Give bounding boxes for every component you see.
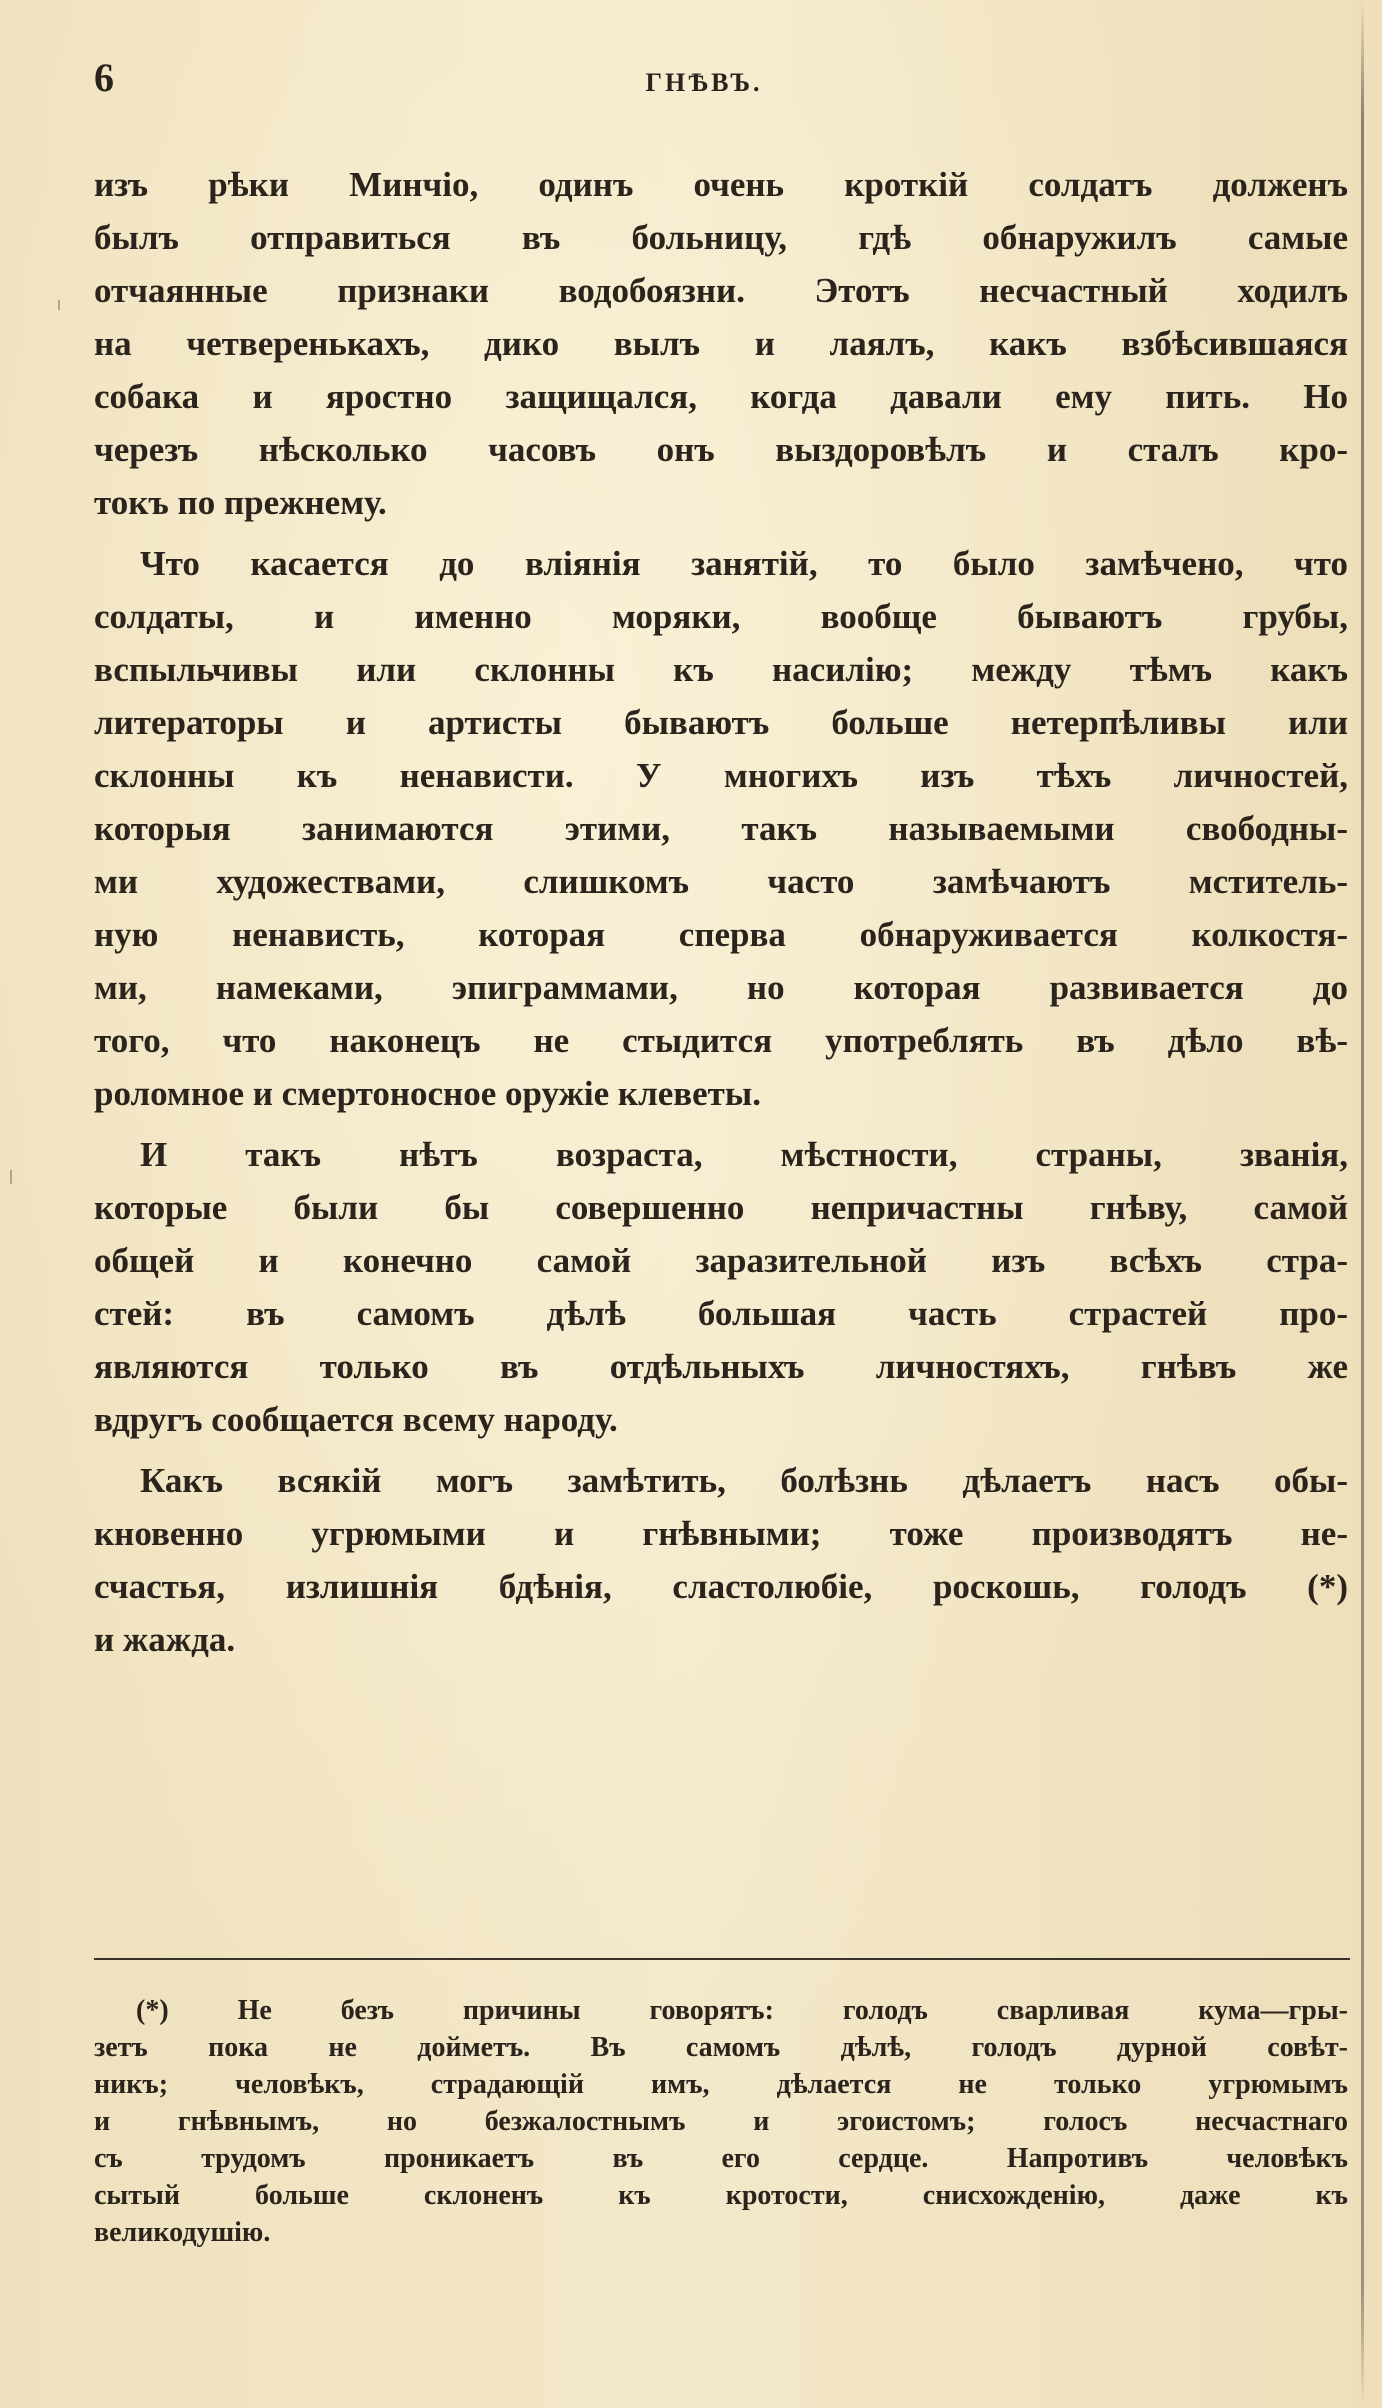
text-line: отчаянные признаки водобоязни. Этотъ несчастный ходилъ bbox=[94, 271, 1348, 310]
footnote-line: никъ; человѣкъ, страдающій имъ, дѣлается не только угрюмымъ bbox=[94, 2069, 1348, 2100]
print-speck bbox=[58, 300, 60, 310]
footnote-line: (*) Не безъ причины говорятъ: голодъ сварливая кума—гры- bbox=[136, 1995, 1348, 2026]
running-head: ГНѢВЪ. bbox=[645, 68, 763, 97]
footnote-line: съ трудомъ проникаетъ въ его сердце. Напротивъ человѣкъ bbox=[94, 2143, 1348, 2174]
text-line: ми, намеками, эпиграммами, но которая развивается до bbox=[94, 968, 1348, 1007]
footnote-line: и гнѣвнымъ, но безжалостнымъ и эгоистомъ; голосъ несчастнаго bbox=[94, 2106, 1348, 2137]
text-line: счастья, излишнія бдѣнія, сластолюбіе, роскошь, голодъ (*) bbox=[94, 1567, 1348, 1606]
print-speck bbox=[10, 1170, 12, 1184]
page-edge-shadow bbox=[1361, 0, 1364, 2408]
footnote-line: великодушію. bbox=[94, 2217, 271, 2248]
text-line: являются только въ отдѣльныхъ личностяхъ, гнѣвъ же bbox=[94, 1347, 1348, 1386]
footnote-line: зетъ пока не дойметъ. Въ самомъ дѣлѣ, голодъ дурной совѣт- bbox=[94, 2032, 1348, 2063]
text-line: которыя занимаются этими, такъ называемыми свободны- bbox=[94, 809, 1348, 848]
text-line: И такъ нѣтъ возраста, мѣстности, страны, званія, bbox=[140, 1135, 1348, 1174]
text-line: изъ рѣки Минчіо, одинъ очень кроткій солдатъ долженъ bbox=[94, 165, 1348, 204]
text-line: и жажда. bbox=[94, 1620, 236, 1659]
text-line: былъ отправиться въ больницу, гдѣ обнаружилъ самые bbox=[94, 218, 1348, 257]
text-line: вдругъ сообщается всему народу. bbox=[94, 1400, 618, 1439]
text-line: кновенно угрюмыми и гнѣвными; тоже производятъ не- bbox=[94, 1514, 1348, 1553]
paragraph-3 bbox=[94, 1128, 1348, 1446]
text-line: ную ненависть, которая сперва обнаруживается колкостя- bbox=[94, 915, 1348, 954]
text-line: общей и конечно самой заразительной изъ всѣхъ стра- bbox=[94, 1241, 1348, 1280]
paragraph-2 bbox=[94, 537, 1348, 1120]
text-line: на четверенькахъ, дико вылъ и лаялъ, какъ взбѣсившаяся bbox=[94, 324, 1348, 363]
footnote-separator bbox=[94, 1958, 1350, 1960]
text-line: того, что наконецъ не стыдится употреблять въ дѣло вѣ- bbox=[94, 1021, 1348, 1060]
paragraph-4 bbox=[94, 1454, 1348, 1666]
text-line: которые были бы совершенно непричастны гнѣву, самой bbox=[94, 1188, 1348, 1227]
text-line: черезъ нѣсколько часовъ онъ выздоровѣлъ и сталъ кро- bbox=[94, 430, 1348, 469]
page-number: 6 bbox=[94, 55, 114, 100]
text-line: солдаты, и именно моряки, вообще бываютъ грубы, bbox=[94, 597, 1348, 636]
text-line: склонны къ ненависти. У многихъ изъ тѣхъ личностей, bbox=[94, 756, 1348, 795]
text-line: роломное и смертоносное оружіе клеветы. bbox=[94, 1074, 761, 1113]
paragraph-1 bbox=[94, 158, 1348, 529]
text-line: вспыльчивы или склонны къ насилію; между тѣмъ какъ bbox=[94, 650, 1348, 689]
text-line: Какъ всякій могъ замѣтить, болѣзнь дѣлаетъ насъ обы- bbox=[140, 1461, 1348, 1500]
footnote bbox=[94, 1992, 1348, 2251]
footnote-line: сытый больше склоненъ къ кротости, снисхожденію, даже къ bbox=[94, 2180, 1348, 2211]
text-line: токъ по прежнему. bbox=[94, 483, 387, 522]
main-text bbox=[94, 158, 1348, 1674]
text-line: ми художествами, слишкомъ часто замѣчаютъ мститель- bbox=[94, 862, 1348, 901]
text-line: стей: въ самомъ дѣлѣ большая часть страстей про- bbox=[94, 1294, 1348, 1333]
text-line: Что касается до вліянія занятій, то было замѣчено, что bbox=[140, 544, 1348, 583]
text-line: собака и яростно защищался, когда давали ему пить. Но bbox=[94, 377, 1348, 416]
text-line: литераторы и артисты бываютъ больше нетерпѣливы или bbox=[94, 703, 1348, 742]
